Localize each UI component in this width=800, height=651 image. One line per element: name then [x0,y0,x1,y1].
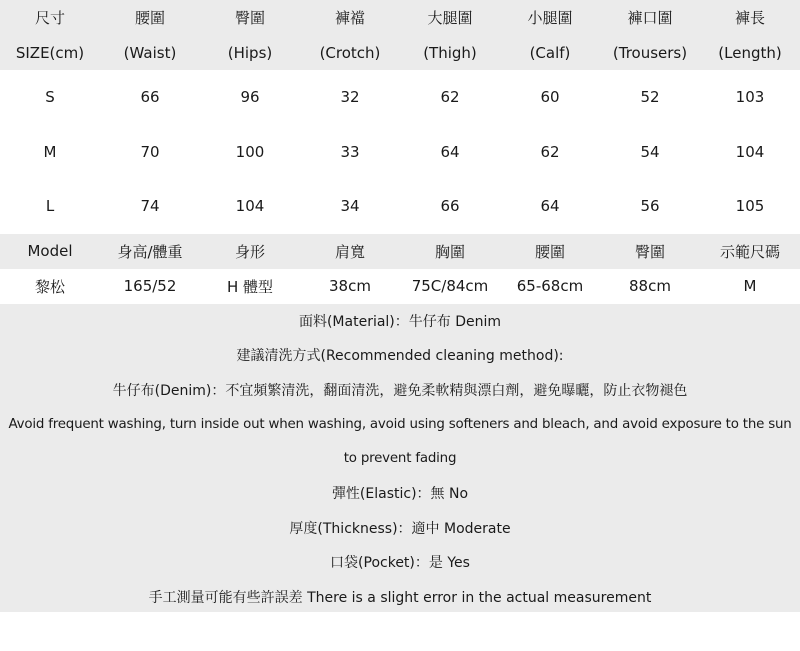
header-cell: 臀圍 [634,242,665,261]
table-cell: 56 [640,197,660,216]
material-note: 面料(Material)：牛仔布 Denim [298,313,502,330]
header-cell: 示範尺碼 [719,242,780,261]
table-row [0,125,800,180]
pocket-note: 口袋(Pocket)：是 Yes [330,555,470,572]
table-cell: 64 [540,197,560,216]
table-cell: 103 [735,88,765,107]
header-cell: (Thigh) [423,43,477,62]
table-row [0,179,800,234]
header-cell: 大腿圍 [427,9,473,27]
header-cell: Model [27,242,73,260]
header-cell: 小腿圍 [527,9,573,27]
header-cell: (Crotch) [319,43,381,62]
cleaning-note-chinese: 牛仔布(Denim)：不宜頻繁清洗，翻面清洗，避免柔軟精與漂白劑，避免曝曬，防止衣物褪色 [112,382,688,399]
table-cell: 66 [140,88,160,107]
cleaning-note-english-cont: to prevent fading [343,451,457,467]
header-cell: 胸圍 [434,242,465,261]
thickness-note: 厚度(Thickness)：適中 Moderate [289,520,511,537]
model-name: 黎松 [34,277,65,296]
header-cell: (Waist) [123,43,177,62]
table-cell: 34 [340,197,360,216]
header-cell: 肩寬 [334,242,365,261]
header-cell: (Calf) [529,43,571,62]
header-cell: 身高/體重 [117,242,183,261]
table-cell: 105 [735,197,765,216]
table-row [0,70,800,125]
table-cell: 75C/84cm [411,277,489,295]
header-cell: 臀圍 [234,9,265,27]
header-cell: 腰圍 [134,9,165,27]
bottom-margin [0,612,800,648]
size-label: M [43,142,57,161]
header-cell: (Hips) [227,43,273,62]
header-cell: 身形 [234,242,265,261]
model-row [0,269,800,304]
table-cell: 65-68cm [516,277,584,295]
table-cell: 64 [440,142,460,161]
table-cell: 62 [440,88,460,107]
table-cell: 165/52 [123,277,177,295]
cleaning-note-english: Avoid frequent washing, turn inside out when washing, avoid using softeners and bleach, and avoid exposure to the sun [8,416,792,432]
cleaning-title: 建議清洗方式(Recommended cleaning method): [236,348,564,365]
table-cell: H 體型 [226,277,274,296]
header-cell: 褲長 [734,9,765,27]
header-cell: 褲襠 [334,9,365,27]
table-cell: 96 [240,88,260,107]
header-cell: SIZE(cm) [15,43,85,62]
header-row-english [0,35,800,70]
table-cell: 100 [235,142,265,161]
elastic-note: 彈性(Elastic)：無 No [331,486,469,503]
size-label: L [45,197,55,216]
table-cell: 62 [540,142,560,161]
model-table-header [0,234,800,269]
table-cell: 60 [540,88,560,107]
table-cell: M [743,277,757,295]
size-table-header [0,0,800,70]
table-cell: 70 [140,142,160,161]
measurement-note: 手工測量可能有些許誤差 There is a slight error in the actual measurement [148,589,652,606]
header-cell: 腰圍 [534,242,565,261]
table-cell: 66 [440,197,460,216]
table-cell: 33 [340,142,360,161]
table-cell: 74 [140,197,160,216]
table-cell: 104 [235,197,265,216]
table-cell: 104 [735,142,765,161]
header-cell: (Trousers) [612,43,688,62]
table-cell: 88cm [629,277,671,295]
header-cell: 尺寸 [34,9,65,27]
table-cell: 38cm [329,277,371,295]
table-cell: 32 [340,88,360,107]
header-row-chinese [0,0,800,35]
table-cell: 54 [640,142,660,161]
header-cell: (Length) [718,43,782,62]
size-label: S [45,88,55,107]
table-cell: 52 [640,88,660,107]
care-notes [0,304,800,612]
header-cell: 褲口圍 [627,9,673,27]
